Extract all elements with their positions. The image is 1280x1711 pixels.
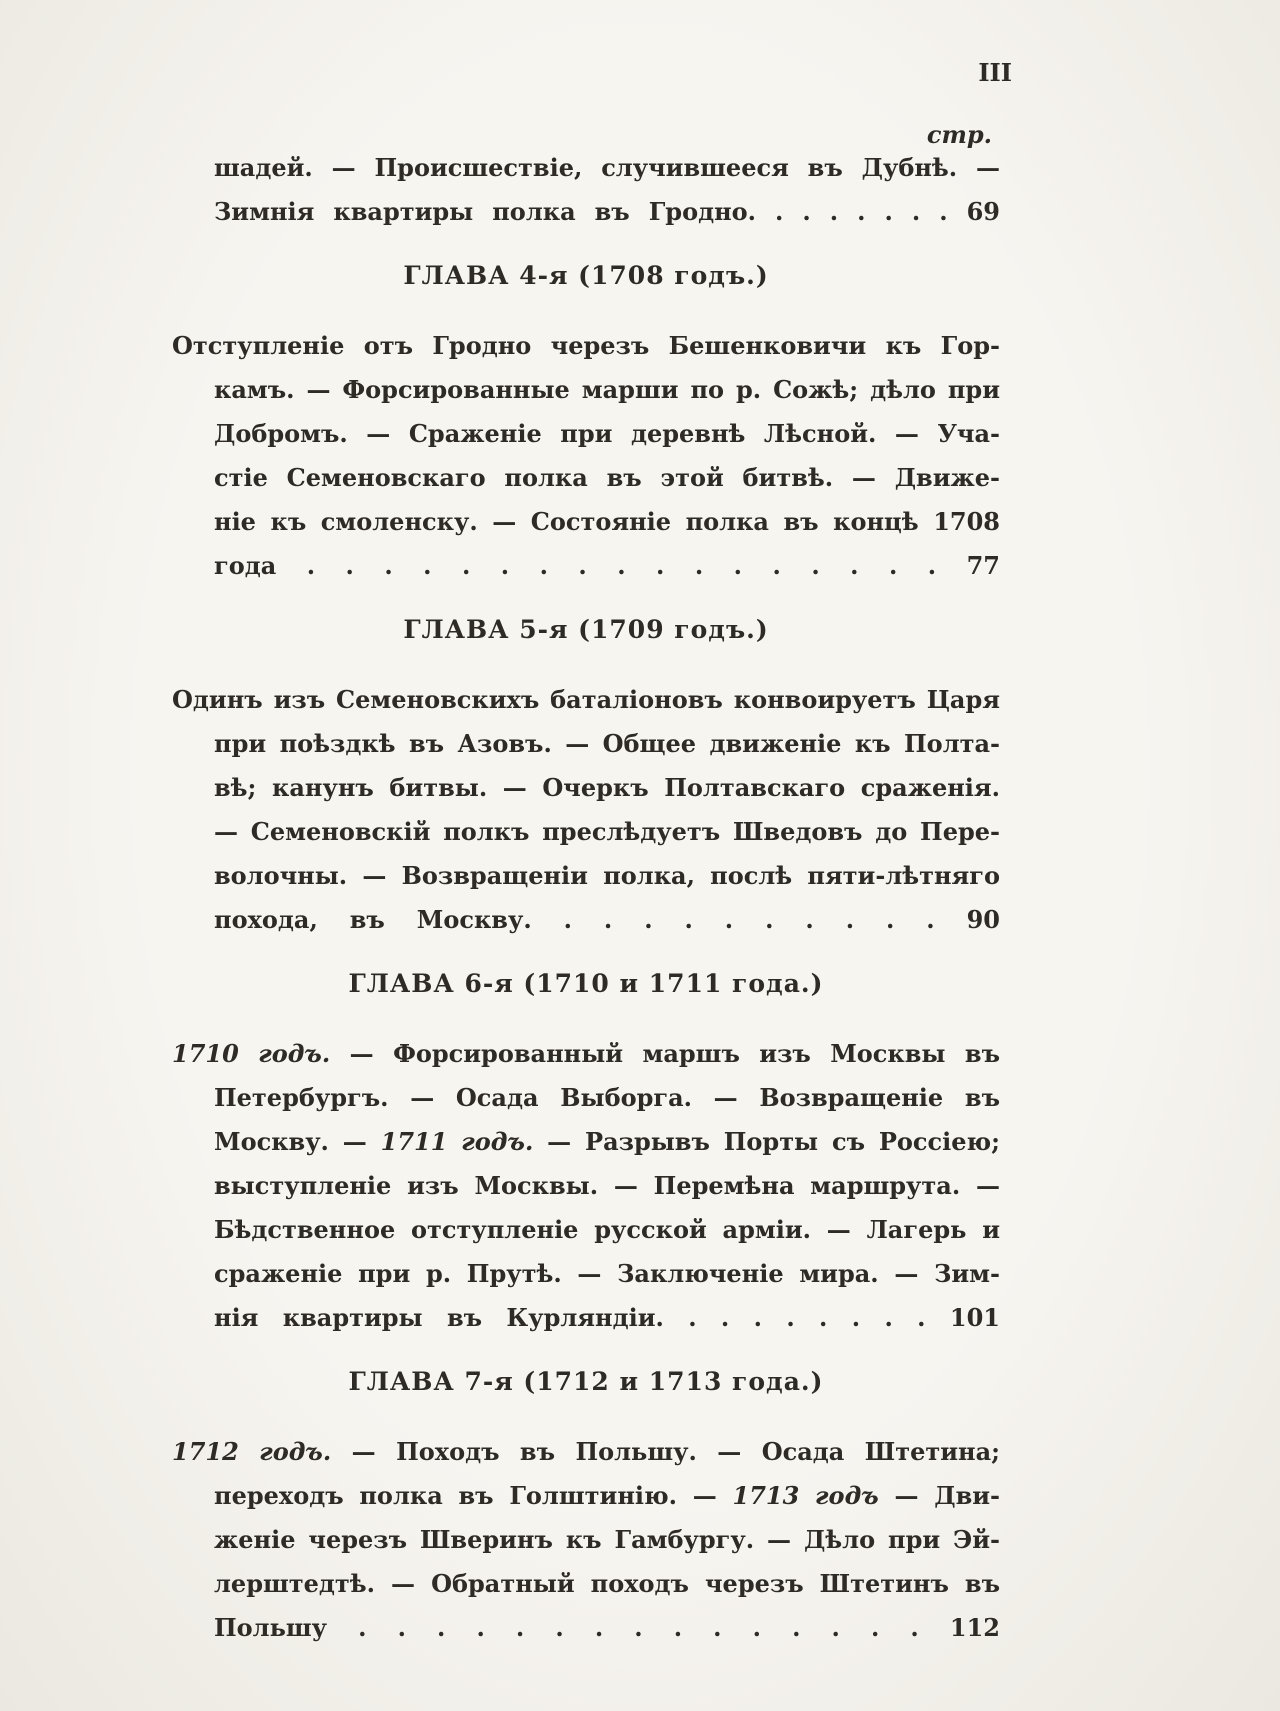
toc-line: [214, 412, 1000, 456]
toc-text: ніе къ смоленску. — Состояніе полка въ концѣ 1708: [214, 507, 1000, 536]
toc-line: [214, 1606, 1000, 1650]
year-italic-text: 1711 годъ.: [380, 1127, 534, 1156]
toc-text: Зимнія квартиры полка въ Гродно. . . . . . . .: [214, 197, 948, 226]
toc-text: камъ. — Форсированные марши по р. Сожѣ; дѣло при: [214, 375, 1000, 404]
toc-line: [214, 898, 1000, 942]
toc-text: — Разрывъ Порты съ Россіею;: [533, 1127, 1001, 1156]
page-number-ref: 69: [966, 197, 1000, 226]
page-number-ref: 112: [949, 1613, 1001, 1642]
toc-text: — Семеновскій полкъ преслѣдуетъ Шведовъ до Пере-: [214, 817, 1000, 846]
page-number-ref: 101: [949, 1303, 1000, 1332]
toc-entries: [172, 146, 1000, 1650]
toc-text: при поѣздкѣ въ Азовъ. — Общее движеніе къ Полта-: [214, 729, 1000, 758]
toc-entry: [172, 146, 1000, 234]
toc-line: [214, 766, 1000, 810]
toc-line: [214, 544, 1000, 588]
chapter-heading: ГЛАВА 4-я (1708 годъ.): [403, 261, 769, 290]
toc-text: — Дви-: [878, 1481, 1000, 1510]
toc-line: [172, 1032, 1000, 1076]
year-italic-text: 1713 годъ: [732, 1481, 879, 1510]
toc-text: вѣ; канунъ битвы. — Очеркъ Полтавскаго сраженія.: [214, 773, 1000, 802]
toc-text: Добромъ. — Сраженіе при деревнѣ Лѣсной. — Уча-: [214, 419, 1000, 448]
toc-text: Отступленіе отъ Гродно черезъ Бешенковичи къ Гор-: [172, 331, 1000, 360]
toc-line: [214, 854, 1000, 898]
chapter-heading: ГЛАВА 7-я (1712 и 1713 года.): [348, 1367, 824, 1396]
toc-line: [214, 1120, 1000, 1164]
toc-line: [214, 1474, 1000, 1518]
toc-text: похода, въ Москву. . . . . . . . . . .: [214, 905, 935, 934]
toc-text: нія квартиры въ Курляндіи. . . . . . . . .: [214, 1303, 926, 1332]
toc-line: [214, 1208, 1000, 1252]
toc-text: стіе Семеновскаго полка въ этой битвѣ. — Движе-: [214, 463, 1000, 492]
toc-line: [214, 1518, 1000, 1562]
toc-text: шадей. — Происшествіе, случившееся въ Дубнѣ. —: [214, 153, 1000, 182]
toc-line: [172, 324, 1000, 368]
page-number-ref: 77: [966, 551, 1000, 580]
toc-text: лерштедтѣ. — Обратный походъ черезъ Штетинъ въ: [214, 1569, 1000, 1598]
page-number-ref: 90: [966, 905, 1000, 934]
toc-line: [214, 146, 1000, 190]
toc-line: [214, 722, 1000, 766]
toc-line: [214, 1562, 1000, 1606]
toc-text: — Походъ въ Польшу. — Осада Штетина;: [331, 1437, 1000, 1466]
toc-line: [214, 456, 1000, 500]
toc-text: — Форсированный маршъ изъ Москвы въ: [330, 1039, 1000, 1068]
toc-text: волочны. — Возвращеніи полка, послѣ пяти-лѣтняго: [214, 861, 1000, 890]
toc-text: Петербургъ. — Осада Выборга. — Возвращеніе въ: [214, 1083, 1000, 1112]
folio-page-number: III: [978, 58, 1012, 87]
toc-text: Москву. —: [214, 1127, 381, 1156]
toc-entry: [172, 962, 1000, 1340]
toc-entry: [172, 608, 1000, 942]
toc-text: женіе черезъ Шверинъ къ Гамбургу. — Дѣло при Эй-: [214, 1525, 1000, 1554]
toc-text: выступленіе изъ Москвы. — Перемѣна маршрута. —: [214, 1171, 1000, 1200]
toc-text: Одинъ изъ Семеновскихъ баталіоновъ конвоируетъ Царя: [172, 685, 1000, 714]
toc-text: сраженіе при р. Прутѣ. — Заключеніе мира. — Зим-: [214, 1259, 1000, 1288]
year-italic-text: 1712 годъ.: [172, 1437, 332, 1466]
toc-text: года . . . . . . . . . . . . . . . . .: [214, 551, 937, 580]
year-italic-text: 1710 годъ.: [172, 1039, 331, 1068]
toc-text: Польшу . . . . . . . . . . . . . . .: [214, 1613, 919, 1642]
toc-line: [214, 500, 1000, 544]
toc-entry: [172, 254, 1000, 588]
toc-line: [214, 1252, 1000, 1296]
toc-line: [214, 810, 1000, 854]
toc-line: [214, 1296, 1000, 1340]
toc-line: [214, 190, 1000, 234]
toc-entry: [172, 1360, 1000, 1650]
toc-line: [214, 1076, 1000, 1120]
toc-line: [172, 678, 1000, 722]
toc-text: Бѣдственное отступленіе русской арміи. — Лагерь и: [214, 1215, 1000, 1244]
toc-text: переходъ полка въ Голштинію. —: [214, 1481, 733, 1510]
toc-line: [214, 368, 1000, 412]
toc-line: [172, 1430, 1000, 1474]
page-column-label: стр.: [926, 120, 992, 149]
chapter-heading: ГЛАВА 6-я (1710 и 1711 года.): [348, 969, 824, 998]
toc-line: [214, 1164, 1000, 1208]
chapter-heading: ГЛАВА 5-я (1709 годъ.): [403, 615, 769, 644]
